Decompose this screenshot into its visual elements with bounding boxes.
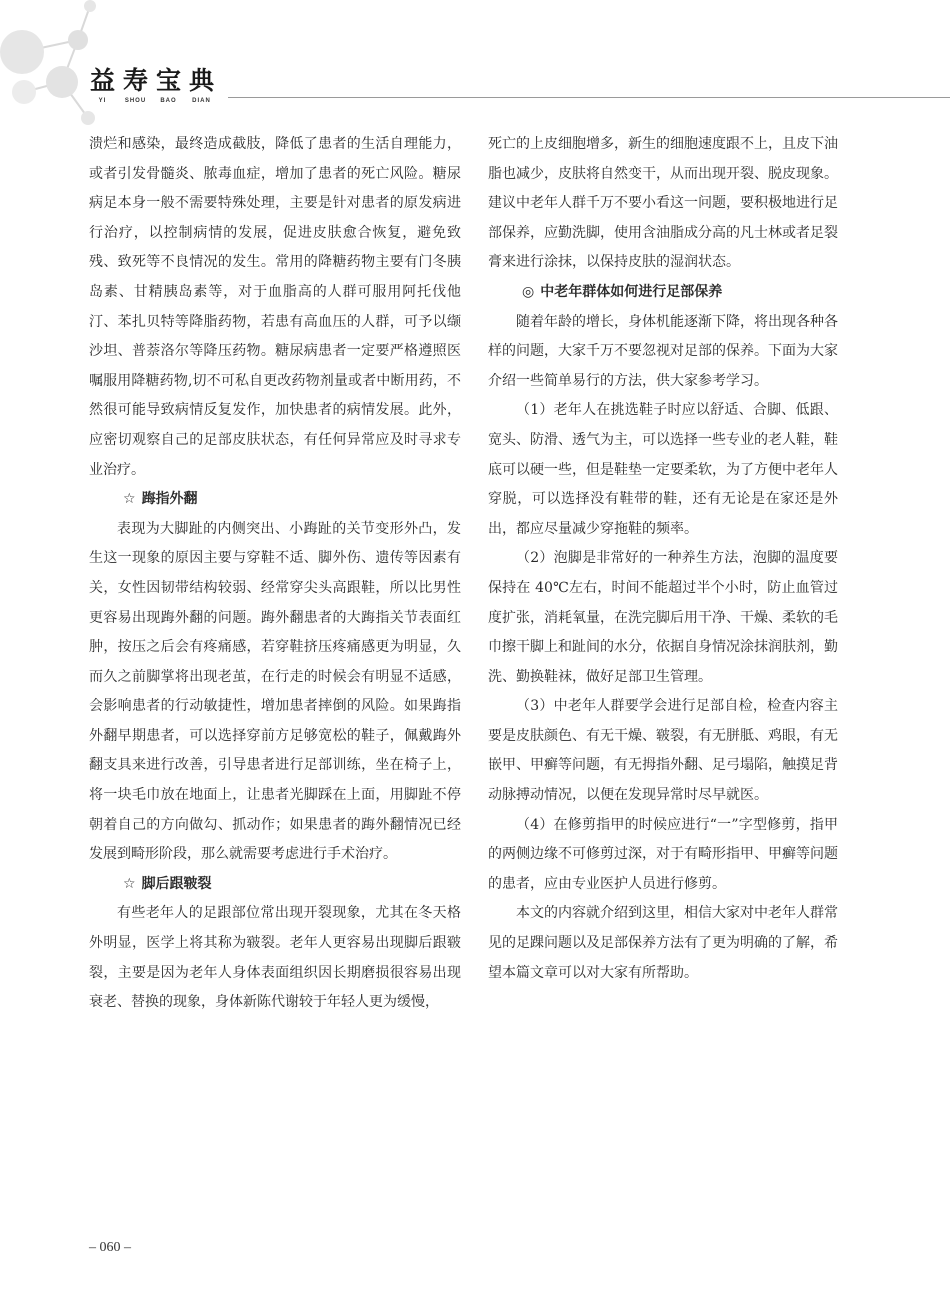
logo-pinyin: YI: [98, 98, 107, 104]
paragraph: （2）泡脚是非常好的一种养生方法，泡脚的温度要保持在 40℃左右，时间不能超过半个小时，防止血管过度扩张，消耗氧量，在洗完脚后用干净、干燥、柔软的毛巾擦干脚上和趾间的水分，依据自身情况涂抹润肤剂，勤洗、勤换鞋袜，做好足部卫生管理。: [488, 550, 838, 685]
paragraph: （4）在修剪指甲的时候应进行“一”字型修剪，指甲的两侧边缘不可修剪过深，对于有畸形指甲、甲癣等问题的患者，应由专业医护人员进行修剪。: [488, 816, 838, 892]
circle-bullet-icon: ◎: [522, 283, 535, 300]
right-column: [488, 130, 838, 988]
paragraph: 本文的内容就介绍到这里，相信大家对中老年人群常见的足踝问题以及足部保养方法有了更为明确的了解，希望本篇文章可以对大家有所帮助。: [488, 905, 838, 981]
heading-text: 脚后跟皲裂: [141, 875, 212, 892]
section-heading-heel-crack: [89, 870, 461, 900]
logo-char: 益: [89, 66, 115, 95]
paragraph: 有些老年人的足跟部位常出现开裂现象，尤其在冬天格外明显，医学上将其称为皲裂。老年人更容易出现脚后跟皲裂，主要是因为老年人身体表面组织因长期磨损很容易出现衰老、替换的现象，身体新陈代谢较于年轻人更为缓慢，: [89, 905, 461, 1011]
logo-char: 寿: [122, 66, 148, 95]
paragraph: 表现为大脚趾的内侧突出、小踇趾的关节变形外凸，发生这一现象的原因主要与穿鞋不适、脚外伤、遗传等因素有关，女性因韧带结构较弱、经常穿尖头高跟鞋，所以比男性更容易出现踇外翻的问题。踇外翻患者的大踇指关节表面红肿，按压之后会有疼痛感，若穿鞋挤压疼痛感更为明显，久而久之前脚掌将出现老茧，在行走的时候会有明显不适感，会影响患者的行动敏捷性，增加患者摔倒的风险。如果踇指外翻早期患者，可以选择穿前方足够宽松的鞋子，佩戴踇外翻支具来进行改善，引导患者进行足部训练，坐在椅子上，将一块毛巾放在地面上，让患者光脚踩在上面，用脚趾不停朝着自己的方向做勾、抓动作；如果患者的踇外翻情况已经发展到畸形阶段，那么就需要考虑进行手术治疗。: [89, 520, 461, 863]
magazine-logo: [88, 66, 216, 104]
star-icon: ☆: [123, 491, 136, 508]
paragraph: （1）老年人在挑选鞋子时应以舒适、合脚、低跟、宽头、防滑、透气为主，可以选择一些专业的老人鞋，鞋底可以硬一些，但是鞋垫一定要柔软，为了方便中老年人穿脱，可以选择没有鞋带的鞋，还有无论是在家还是外出，都应尽量减少穿拖鞋的频率。: [488, 402, 838, 537]
paragraph: 死亡的上皮细胞增多，新生的细胞速度跟不上，且皮下油脂也减少，皮肤将自然变干，从而出现开裂、脱皮现象。建议中老年人群千万不要小看这一问题，要积极地进行足部保养，应勤洗脚，使用含油脂成分高的凡士林或者足裂膏来进行涂抹，以保持皮肤的湿润状态。: [488, 136, 838, 271]
logo-pinyin: BAO: [160, 98, 177, 104]
logo-char: 典: [188, 66, 214, 95]
page-number: – 060 –: [89, 1240, 131, 1255]
section-heading-bunion: [89, 485, 461, 515]
heading-text: 中老年群体如何进行足部保养: [540, 283, 723, 300]
logo-pinyin: SHOU: [124, 98, 147, 104]
logo-char: 宝: [155, 66, 181, 95]
logo-pinyin: DIAN: [192, 98, 211, 104]
heading-text: 踇指外翻: [141, 491, 198, 508]
star-icon: ☆: [123, 875, 136, 892]
header-rule: [228, 97, 950, 98]
section-heading-foot-care: [488, 278, 838, 308]
paragraph: 随着年龄的增长，身体机能逐渐下降，将出现各种各样的问题，大家千万不要忽视对足部的保养。下面为大家介绍一些简单易行的方法，供大家参考学习。: [488, 313, 838, 389]
paragraph: （3）中老年人群要学会进行足部自检，检查内容主要是皮肤颜色、有无干燥、皲裂，有无胼胝、鸡眼，有无嵌甲、甲癣等问题，有无拇指外翻、足弓塌陷，触摸足背动脉搏动情况，以便在发现异常时尽早就医。: [488, 698, 838, 804]
left-column: [89, 130, 461, 1018]
paragraph: 溃烂和感染，最终造成截肢，降低了患者的生活自理能力，或者引发骨髓炎、脓毒血症，增加了患者的死亡风险。糖尿病足本身一般不需要特殊处理，主要是针对患者的原发病进行治疗，以控制病情的发展，促进皮肤愈合恢复，避免致残、致死等不良情况的发生。常用的降糖药物主要有门冬胰岛素、甘精胰岛素等，对于血脂高的人群可服用阿托伐他汀、苯扎贝特等降脂药物，若患有高血压的人群，可予以缬沙坦、普萘洛尔等降压药物。糖尿病患者一定要严格遵照医嘱服用降糖药物,切不可私自更改药物剂量或者中断用药，不然很可能导致病情反复发作，加快患者的病情发展。此外，应密切观察自己的足部皮肤状态，有任何异常应及时寻求专业治疗。: [89, 136, 461, 478]
